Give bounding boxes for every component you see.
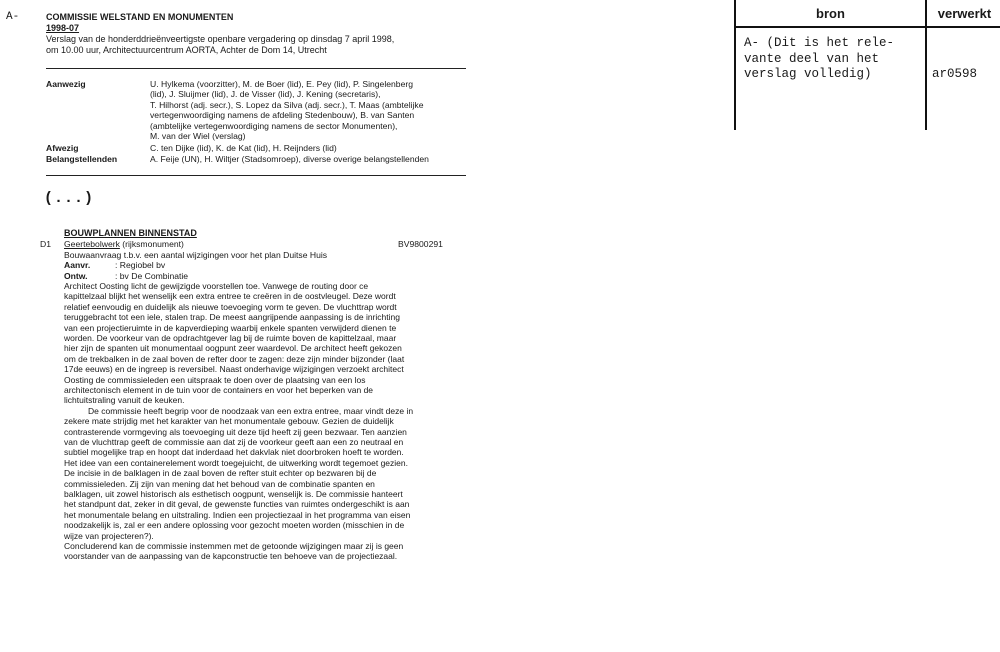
afwezig-list: C. ten Dijke (lid), K. de Kat (lid), H. Reijnders (lid) bbox=[150, 143, 337, 153]
omission-marker: (...) bbox=[44, 190, 95, 207]
item-reference: BV9800291 bbox=[398, 239, 443, 249]
body-line: het monumentale belang en uitstraling. Indien een projectiezaal in het programma van eisen bbox=[64, 509, 411, 520]
source-note-line: A- (Dit is het rele- bbox=[744, 36, 895, 50]
aanwezig-line: T. Hilhorst (adj. secr.), S. Lopez da Silva (adj. secr.), T. Maas (ambtelijke bbox=[150, 99, 424, 110]
item-body bbox=[64, 281, 464, 571]
body-line: worden. De voorkeur van de opdrachtgever lag bij de ruimte boven de kapittelzaal, maar bbox=[64, 333, 397, 343]
body-line: van een projectieruimte in de kapverdieping waarbij enkele spanten verwijderd dienen te bbox=[64, 322, 397, 333]
source-note-line: verslag volledig) bbox=[744, 67, 872, 81]
body-line: architectonisch element in de tuin voor de containers en voor het beperken van de bbox=[64, 385, 374, 395]
body-line: Architect Oosting licht de gewijzigde voorstellen toe. Vanwege de routing door ce bbox=[64, 281, 369, 291]
body-line: hier zijn de spanten uit monumentaal oogpunt zeer waardevol. De architect heeft gekozen bbox=[64, 343, 402, 354]
belangstellenden-list: A. Feije (UN), H. Wiltjer (Stadsomroep), diverse overige belangstellenden bbox=[150, 154, 429, 164]
aanwezig-line: (lid), J. Sluijmer (lid), J. de Visser (lid), J. Kening (secretaris), bbox=[150, 89, 381, 100]
section-heading: BOUWPLANNEN BINNENSTAD bbox=[64, 228, 197, 238]
document-title: COMMISSIE WELSTAND EN MONUMENTEN bbox=[46, 12, 234, 22]
item-description: Bouwaanvraag t.b.v. een aantal wijzigingen voor het plan Duitse Huis bbox=[64, 249, 328, 260]
body-line: 17de eeuws) en de ingreep is reversibel. Naast onderhavige wijzigingen verzoekt architect bbox=[64, 364, 404, 375]
ontw-label: Ontw. bbox=[64, 270, 88, 281]
afwezig-label: Afwezig bbox=[46, 143, 79, 153]
belangstellenden-label: Belangstellenden bbox=[46, 154, 118, 164]
body-line: Oosting de commissieleden een uitspraak te doen over de plaatsing van een los bbox=[64, 374, 366, 385]
body-line: Concluderend kan de commissie instemmen met de getoonde wijzigingen maar zij is geen bbox=[64, 541, 404, 551]
divider-top bbox=[46, 68, 466, 69]
table-column-divider bbox=[925, 0, 927, 130]
item-name: Geertebolwerk bbox=[64, 239, 120, 249]
body-line: het standpunt dat, zeker in dit geval, de gewenste functies van ruimtes ondergeschikt is aan bbox=[64, 499, 410, 510]
table-header-rule bbox=[734, 26, 1000, 28]
margin-marker: A- bbox=[6, 11, 20, 23]
column-header-bron: bron bbox=[816, 6, 845, 21]
aanwezig-line: (ambtelijke vertegenwoordiging namens de sector Monumenten), bbox=[150, 120, 398, 131]
source-note-line: vante deel van het bbox=[744, 51, 880, 66]
aanvr-value: : Regiobel bv bbox=[115, 260, 166, 270]
aanvr-label: Aanvr. bbox=[64, 260, 91, 270]
body-line: De incisie in de balklagen in de zaal boven de refter stuit echter op bezwaren bij de bbox=[64, 468, 377, 479]
body-line: wijze van projecteren?). bbox=[64, 530, 154, 541]
ontw-value: : bv De Combinatie bbox=[115, 270, 189, 281]
body-line: van de vluchttrap geeft de commissie aan dat zij de voorkeur geeft aan een zo neutraal en bbox=[64, 437, 404, 447]
body-line: commissieleden. Zij zijn van mening dat het behoud van de combinatie spanten en bbox=[64, 478, 375, 489]
item-title bbox=[64, 239, 184, 249]
column-header-verwerkt: verwerkt bbox=[937, 6, 992, 21]
source-note bbox=[744, 36, 894, 83]
archive-code: ar0598 bbox=[932, 67, 978, 81]
aanwezig-line: M. van der Wiel (verslag) bbox=[150, 131, 246, 141]
body-line: Het idee van een containerelement wordt toegejuicht, de uitwerking wordt tegemoet gezien. bbox=[64, 457, 408, 468]
body-line: subtiel mogelijke trap en hoopt dat inderdaad het dakvlak niet doorbroken hoeft te worden. bbox=[64, 447, 404, 458]
body-line: voorstander van de aanpassing van de kapconstructie ten behoeve van de projectiezaal. bbox=[64, 551, 398, 562]
aanwezig-label: Aanwezig bbox=[46, 79, 86, 89]
description-line: om 10.00 uur, Architectuurcentrum AORTA, Achter de Dom 14, Utrecht bbox=[46, 44, 327, 55]
description-line: Verslag van de honderddrieënveertigste openbare vergadering op dinsdag 7 april 1998, bbox=[46, 34, 395, 44]
source-table bbox=[734, 0, 1000, 130]
body-line: kapittelzaal blijkt het wenselijk een extra entree te creëren in de oostvleugel. Deze wordt bbox=[64, 291, 396, 302]
body-line: contrasterende vormgeving als toevoeging uit deze tijd heeft zij geen bezwaar. Ten aanzien bbox=[64, 426, 407, 437]
body-line: lichtuitstraling vanuit de keuken. bbox=[64, 395, 185, 406]
aanwezig-line: U. Hylkema (voorzitter), M. de Boer (lid), E. Pey (lid), P. Singelenberg bbox=[150, 79, 413, 89]
aanwezig-line: vertegenwoordiging namens de afdeling Stedenbouw), B. van Santen bbox=[150, 110, 415, 121]
body-line: relatief eenvoudig en duidelijk als nieuwe toevoeging vorm te geven. De vluchttrap wordt bbox=[64, 301, 397, 312]
body-line: om de trekbalken in de zaal boven de refter door te zagen: deze zijn minder bijzonder (laat bbox=[64, 353, 405, 364]
document-number: 1998-07 bbox=[46, 23, 80, 33]
divider-bottom bbox=[46, 175, 466, 176]
body-line: noodzakelijk is, zal er een andere oplossing voor gezocht moeten worden (misschien in de bbox=[64, 520, 405, 531]
item-suffix: (rijksmonument) bbox=[119, 239, 184, 249]
body-line: balklagen, uit zowel historisch als esthetisch oogpunt, wenselijk is. De commissie hanteert bbox=[64, 489, 403, 499]
body-line: zekere mate strijdig met het karakter van het monumentale gebouw. Gezien de duidelijk bbox=[64, 416, 394, 427]
item-code: D1 bbox=[40, 239, 51, 249]
body-line: teruggebracht tot een iele, stalen trap. De meest aangrijpende aanpassing is de inrichting bbox=[64, 312, 400, 323]
body-line: De commissie heeft begrip voor de noodzaak van een extra entree, maar vindt deze in bbox=[88, 405, 414, 416]
